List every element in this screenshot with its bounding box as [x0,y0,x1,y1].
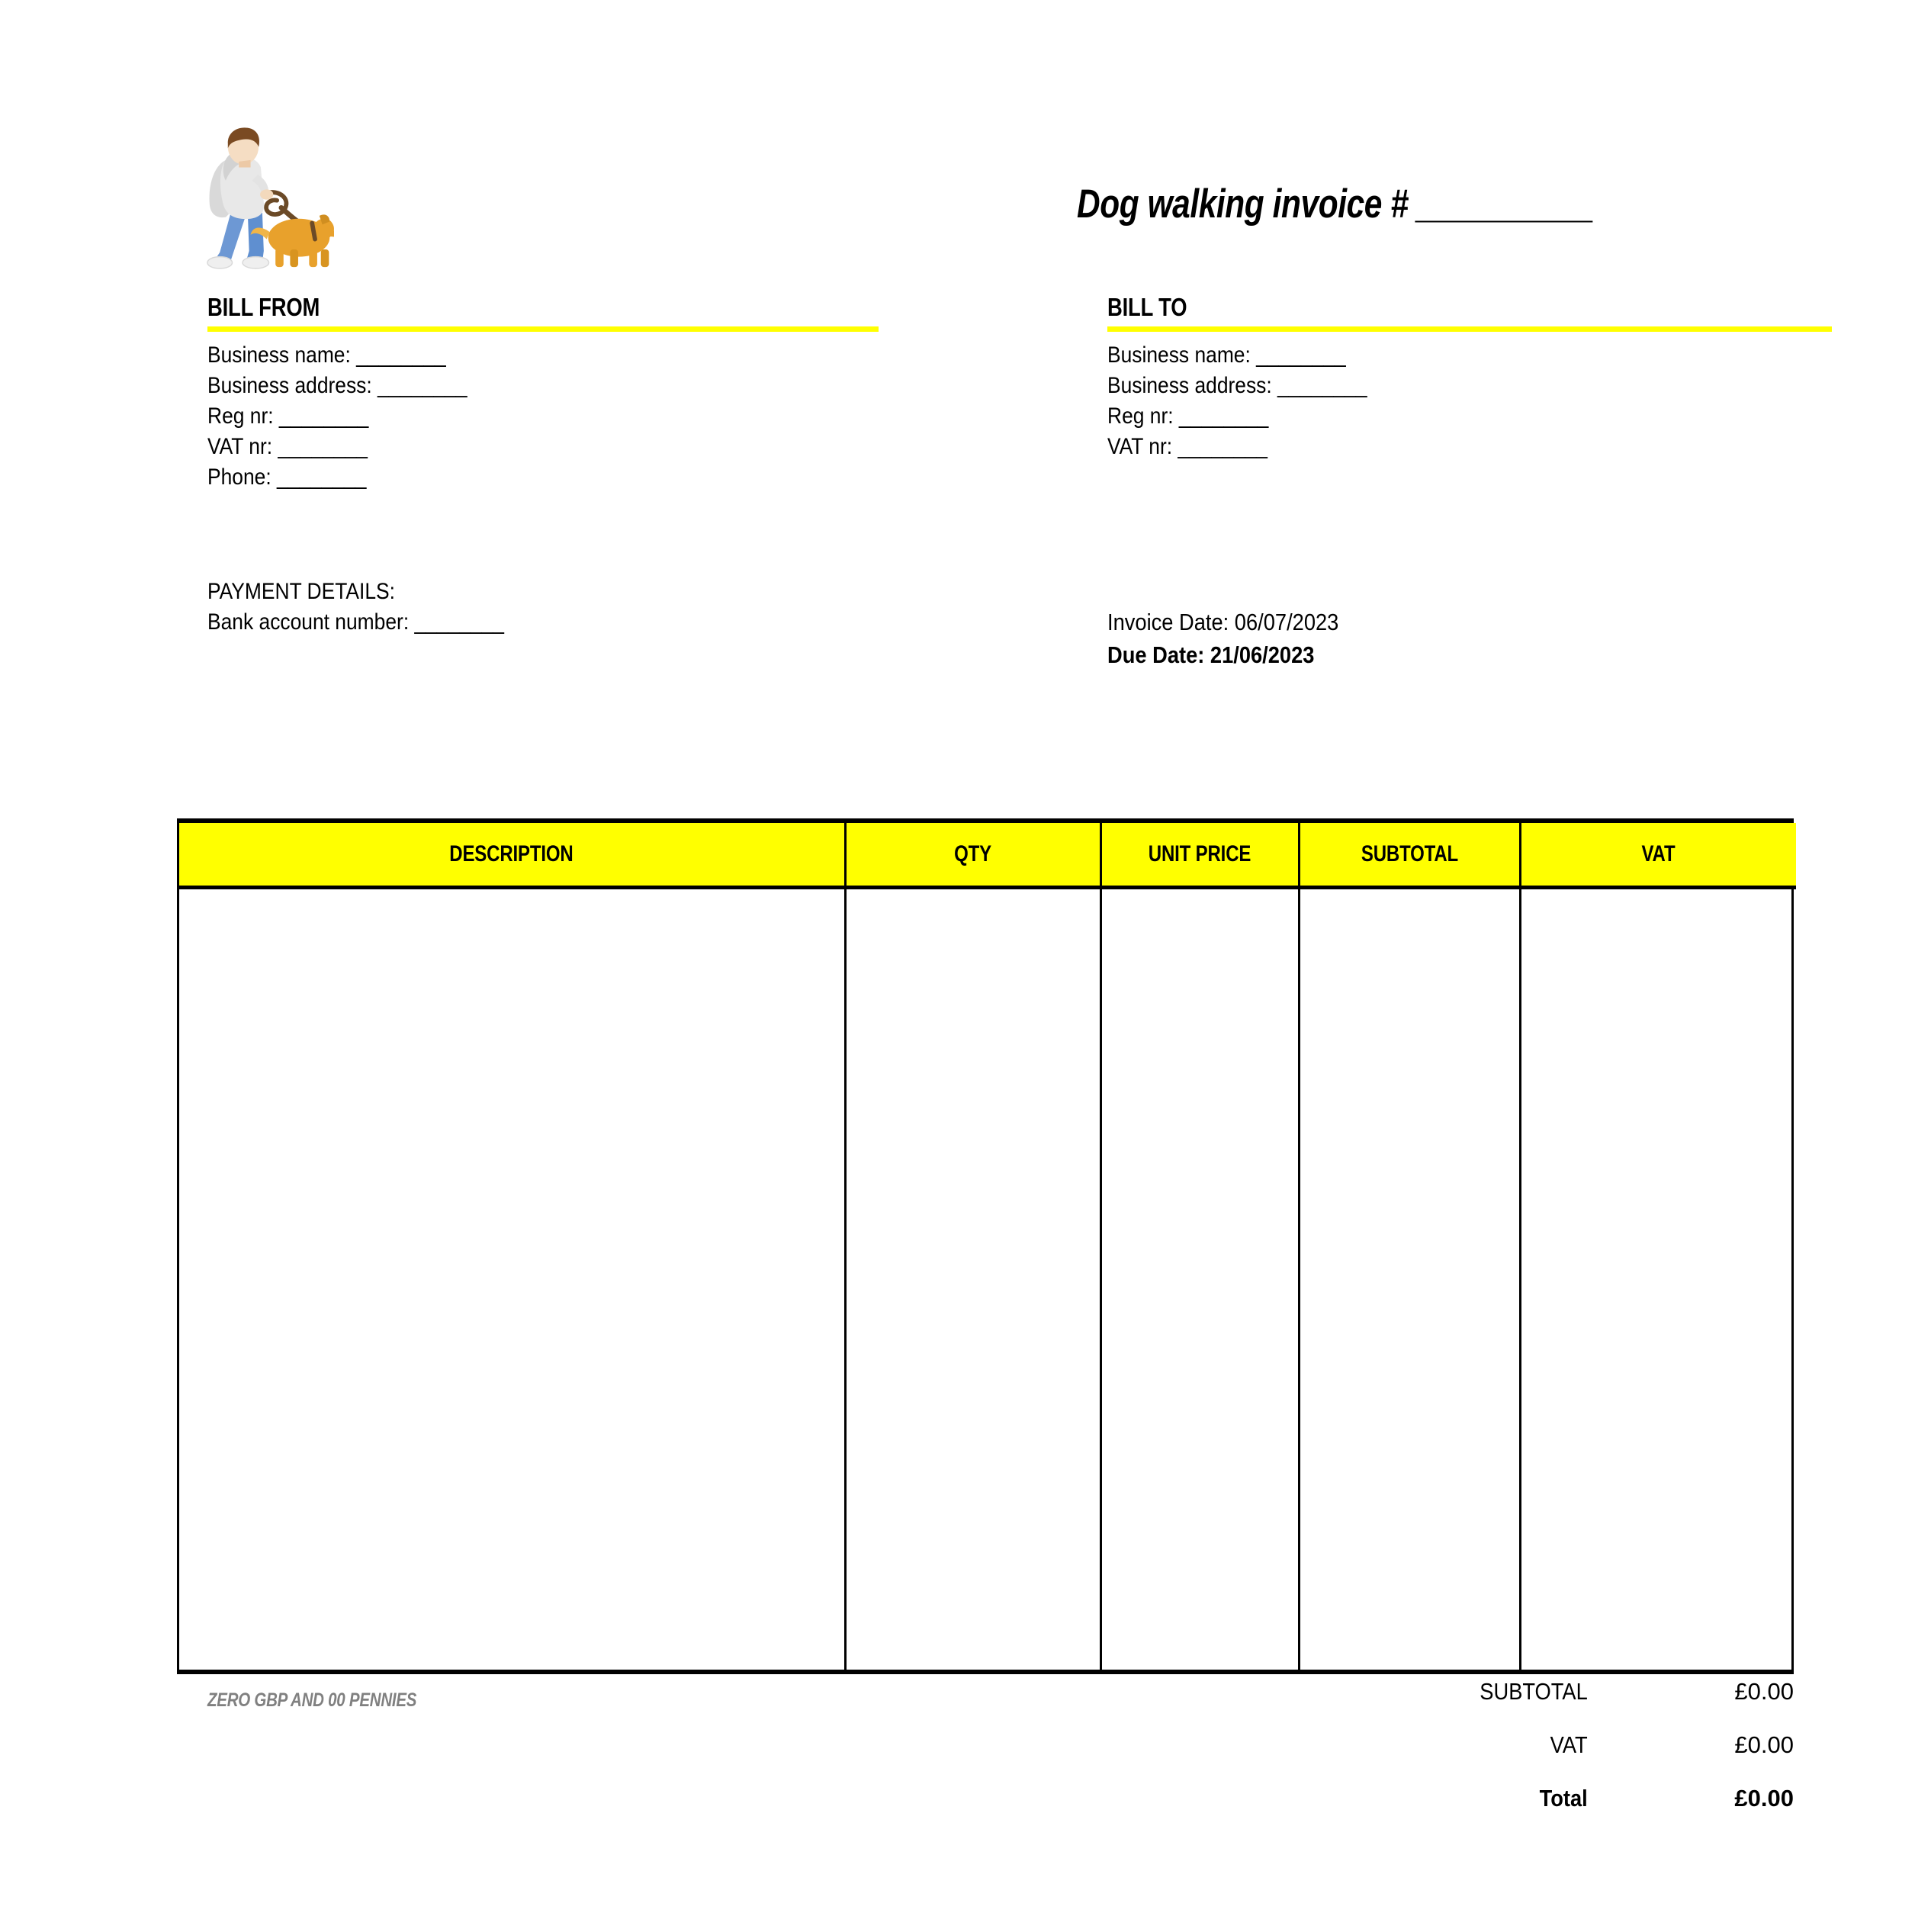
cell-vat[interactable] [1520,888,1796,1670]
bill-to-heading: BILL TO [1107,293,1187,321]
column-header-subtotal: SUBTOTAL [1299,823,1520,888]
column-header-description: DESCRIPTION [179,823,845,888]
bill-to-vat-nr[interactable]: VAT nr: ________ [1107,433,1268,459]
bill-to-block [1107,294,1832,462]
total-value: £0.00 [1734,1785,1794,1811]
line-items-table [177,818,1794,1674]
total-label: Total [1539,1785,1588,1811]
bill-from-business-name[interactable]: Business name: ________ [207,342,446,368]
due-date: Due Date: 21/06/2023 [1107,641,1315,668]
bill-from-business-address[interactable]: Business address: ________ [207,372,467,398]
column-header-qty: QTY [845,823,1100,888]
amount-in-words: ZERO GBP AND 00 PENNIES [207,1689,417,1711]
bill-from-block [207,294,879,492]
dates-block [1107,606,1370,672]
bill-from-phone[interactable]: Phone: ________ [207,464,367,490]
bill-from-heading: BILL FROM [207,293,320,321]
table-row[interactable] [179,888,1796,1670]
cell-description[interactable] [179,888,845,1670]
totals-row-total [1296,1785,1794,1812]
subtotal-value: £0.00 [1734,1678,1794,1705]
bill-to-business-address[interactable]: Business address: ________ [1107,372,1367,398]
totals-row-vat [1296,1731,1794,1759]
cell-subtotal[interactable] [1299,888,1520,1670]
bill-from-rule [207,326,879,332]
invoice-title: Dog walking invoice # __________ [1077,182,1594,227]
bill-to-reg-nr[interactable]: Reg nr: ________ [1107,403,1269,429]
bill-from-vat-nr[interactable]: VAT nr: ________ [207,433,368,459]
cell-qty[interactable] [845,888,1100,1670]
dog-walker-icon [188,121,334,270]
bank-account-number[interactable]: Bank account number: ________ [207,609,504,635]
column-header-unit-price: UNIT PRICE [1100,823,1299,888]
payment-details-block [207,577,545,638]
vat-label: VAT [1550,1731,1588,1758]
subtotal-label: SUBTOTAL [1480,1678,1588,1705]
bill-from-reg-nr[interactable]: Reg nr: ________ [207,403,369,429]
bill-to-rule [1107,326,1832,332]
totals-row-subtotal [1296,1678,1794,1705]
column-header-vat: VAT [1520,823,1796,888]
table-header-row [179,823,1796,888]
vat-value: £0.00 [1734,1731,1794,1758]
totals-block [1296,1678,1794,1812]
payment-details-heading: PAYMENT DETAILS: [207,579,395,604]
bill-to-business-name[interactable]: Business name: ________ [1107,342,1346,368]
invoice-date: Invoice Date: 06/07/2023 [1107,609,1339,635]
cell-unit-price[interactable] [1100,888,1299,1670]
